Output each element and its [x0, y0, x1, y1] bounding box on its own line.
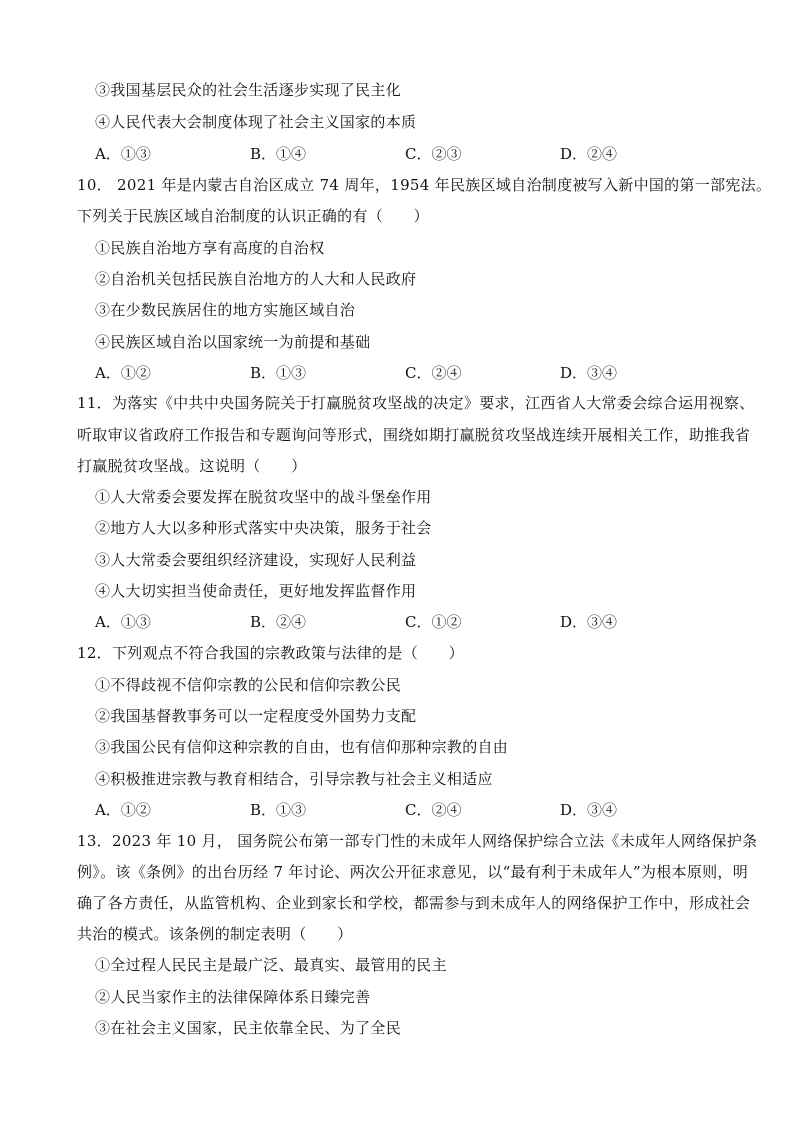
question-11-stem: 11．为落实《中共中央国务院关于打赢脱贫攻坚战的决定》要求，江西省人大常委会综合运用视察、: [77, 394, 755, 412]
choice-d: D．③④: [560, 364, 618, 382]
choice-b: B．①③: [250, 801, 307, 819]
question-12-stem: 12．下列观点不符合我国的宗教政策与法律的是（ ）: [77, 644, 464, 662]
option-line: ②我国基督教事务可以一定程度受外国势力支配: [95, 707, 417, 725]
option-line: ④积极推进宗教与教育相结合，引导宗教与社会主义相适应: [95, 770, 493, 788]
question-13-stem: 共治的模式。该条例的制定表明（ ）: [77, 925, 353, 943]
question-13-stem: 例》。该《条例》的出台历经 7 年讨论、两次公开征求意见，以“最有利于未成年人”为根本原则，明: [77, 863, 749, 881]
choice-c: C．②④: [405, 364, 462, 382]
choice-b: B．①③: [250, 364, 307, 382]
question-11-stem: 打赢脱贫攻坚战。这说明（ ）: [77, 457, 307, 475]
option-line: ③我国公民有信仰这种宗教的自由，也有信仰那种宗教的自由: [95, 738, 509, 756]
choice-b: B．①④: [250, 145, 307, 163]
option-line: ③人大常委会要组织经济建设，实现好人民利益: [95, 551, 417, 569]
question-10-stem: 下列关于民族区域自治制度的认识正确的有（ ）: [77, 207, 429, 225]
option-line: ②地方人大以多种形式落实中央决策，服务于社会: [95, 519, 432, 537]
option-line: ④民族区域自治以国家统一为前提和基础: [95, 333, 371, 351]
answer-choices: [95, 800, 735, 820]
answer-choices: [95, 612, 735, 632]
option-line: ②自治机关包括民族自治地方的人大和人民政府: [95, 270, 417, 288]
choice-a: A．①②: [95, 801, 151, 819]
choice-a: A．①②: [95, 364, 151, 382]
option-line: ④人民代表大会制度体现了社会主义国家的本质: [95, 113, 417, 131]
choice-c: C．②③: [405, 145, 462, 163]
option-line: ③在少数民族居住的地方实施区域自治: [95, 301, 356, 319]
choice-a: A．①③: [95, 145, 151, 163]
choice-a: A．①③: [95, 613, 151, 631]
choice-c: C．①②: [405, 613, 462, 631]
answer-choices: [95, 363, 735, 383]
option-line: ④人大切实担当使命责任，更好地发挥监督作用: [95, 582, 417, 600]
choice-d: D．③④: [560, 613, 618, 631]
choice-d: D．③④: [560, 801, 618, 819]
option-line: ①不得歧视不信仰宗教的公民和信仰宗教公民: [95, 676, 402, 694]
option-line: ①民族自治地方享有高度的自治权: [95, 239, 325, 257]
choice-b: B．②④: [250, 613, 307, 631]
option-line: ③在社会主义国家，民主依靠全民、为了全民: [95, 1019, 402, 1037]
answer-choices: [95, 144, 735, 164]
question-13-stem: 13．2023 年 10 月， 国务院公布第一部专门性的未成年人网络保护综合立法《未成年人网络保护条: [77, 832, 758, 850]
question-11-stem: 听取审议省政府工作报告和专题询问等形式，围绕如期打赢脱贫攻坚战连续开展相关工作，助推我省: [77, 426, 751, 444]
question-10-stem: 10． 2021 年是内蒙古自治区成立 74 周年，1954 年民族区域自治制度被写入新中国的第一部宪法。: [77, 176, 772, 194]
choice-c: C．②④: [405, 801, 462, 819]
choice-d: D．②④: [560, 145, 618, 163]
option-line: ①人大常委会要发挥在脱贫攻坚中的战斗堡垒作用: [95, 488, 432, 506]
option-line: ③我国基层民众的社会生活逐步实现了民主化: [95, 81, 402, 99]
option-line: ②人民当家作主的法律保障体系日臻完善: [95, 988, 371, 1006]
option-line: ①全过程人民民主是最广泛、最真实、最管用的民主: [95, 956, 447, 974]
question-13-stem: 确了各方责任，从监管机构、企业到家长和学校，都需参与到未成年人的网络保护工作中，形成社会: [77, 894, 751, 912]
